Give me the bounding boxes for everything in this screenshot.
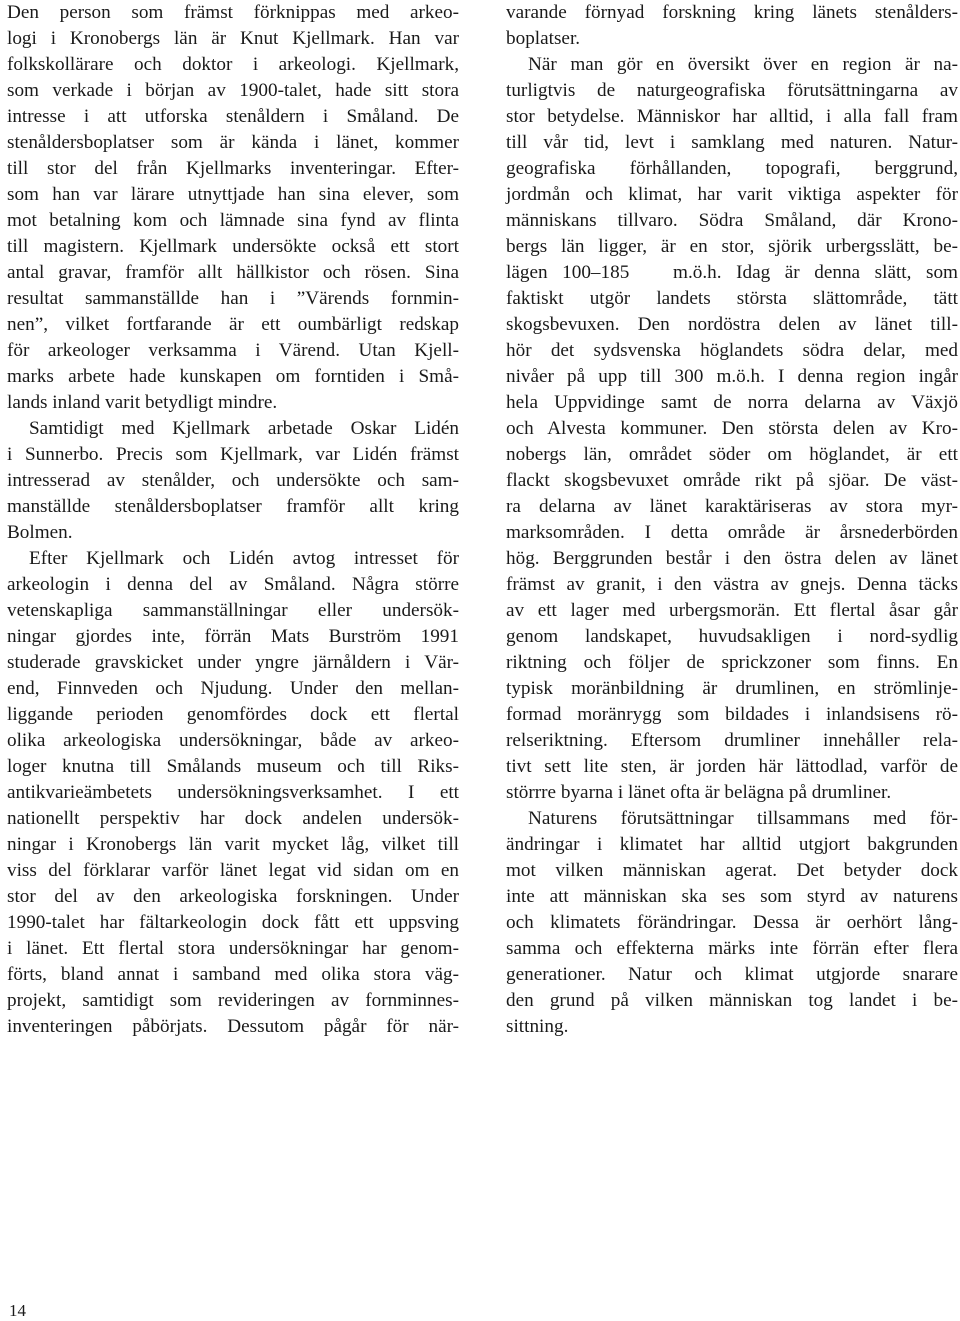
text-line: samma och effekterna märks inte förrän efter flera xyxy=(506,938,958,959)
text-line: inte att människan ska ses som styrd av naturens xyxy=(506,886,958,907)
text-line: som han var lärare utnyttjade han sina elever, som xyxy=(7,184,459,205)
text-line: nationellt perspektiv har dock andelen undersök- xyxy=(7,808,459,829)
text-line: genom landskapet, huvudsakligen i nord-sydlig xyxy=(506,626,958,647)
text-line: som verkade i början av 1900-talet, hade sitt stora xyxy=(7,80,459,101)
text-line: sittning. xyxy=(506,1016,569,1037)
text-line: viss del förklarar varför länet legat vid sidan om en xyxy=(7,860,459,881)
text-line: flackt skogsbevuxet område rikt på sjöar. De väst- xyxy=(506,470,958,491)
text-line: faktiskt utgör landets största slättområde, tätt xyxy=(506,288,958,309)
text-line: geografiska förhållanden, topografi, berggrund, xyxy=(506,158,958,179)
text-line: hela Uppvidinge samt de norra delarna av Växjö xyxy=(506,392,958,413)
text-line: nen”, vilket fortfarande är ett oumbärligt redskap xyxy=(7,314,459,335)
text-line: formad moränrygg som bildades i inlandsisens rö- xyxy=(506,704,958,725)
text-line: till stor del från Kjellmarks inventeringar. Efter- xyxy=(7,158,459,179)
text-line: störrre byarna i länet ofta är belägna på drumliner. xyxy=(506,782,892,803)
text-line: arkeologin i denna del av Småland. Några större xyxy=(7,574,459,595)
text-line: hög. Berggrunden består i den östra delen av länet xyxy=(506,548,958,569)
text-line: skogsbevuxen. Den nordöstra delen av länet till- xyxy=(506,314,958,335)
text-line: ändringar i klimatet har alltid utgjort bakgrunden xyxy=(506,834,958,855)
text-line: för arkeologer verksamma i Värend. Utan Kjell- xyxy=(7,340,459,361)
text-line: 1990-talet har fältarkeologin dock fått ett uppsving xyxy=(7,912,459,933)
text-line: nivåer på upp till 300 m.ö.h. I denna region ingår xyxy=(506,366,958,387)
text-line: Den person som främst förknippas med arkeo- xyxy=(7,2,459,23)
text-line: boplatser. xyxy=(506,28,581,49)
text-line: typisk moränbildning är drumlinen, en strömlinje- xyxy=(506,678,958,699)
text-line: olika arkeologiska undersökningar, både av arkeo- xyxy=(7,730,459,751)
text-line: resultat sammanställde han i ”Värends fornmin- xyxy=(7,288,459,309)
text-line: projekt, samtidigt som revideringen av fornminnes- xyxy=(7,990,459,1011)
text-line: När man gör en översikt över en region är na- xyxy=(528,54,958,75)
text-line: intresse i att utforska stenåldern i Småland. De xyxy=(7,106,459,127)
text-line: av ett lager med urbergsmorän. Ett flertal åsar går xyxy=(506,600,958,621)
text-line: lands inland varit betydligt mindre. xyxy=(7,392,278,413)
text-line: tivt sett lite sten, är jorden här lättodlad, varför de xyxy=(506,756,958,777)
text-line: förts, bland annat i samband med olika stora väg- xyxy=(7,964,459,985)
text-line: marksområden. I detta område är årsnederbörden xyxy=(506,522,958,543)
text-line: lägen 100–185 m.ö.h. Idag är denna slätt, som xyxy=(506,262,958,283)
text-line: den grund på vilken människan tog landet i be- xyxy=(506,990,958,1011)
text-line: i Sunnerbo. Precis som Kjellmark, var Lidén främst xyxy=(7,444,459,465)
text-line: stor del av den arkeologiska forskningen. Under xyxy=(7,886,459,907)
text-line: liggande perioden genomfördes dock ett flertal xyxy=(7,704,459,725)
text-line: människans tillvaro. Södra Småland, där Krono- xyxy=(506,210,958,231)
text-line: antal gravar, framför allt hällkistor och rösen. Sina xyxy=(7,262,459,283)
text-line: jordmån och klimat, har varit viktiga aspekter för xyxy=(506,184,958,205)
text-line: ningar i Kronobergs län varit mycket låg, vilket till xyxy=(7,834,459,855)
text-line: inventeringen påbörjats. Dessutom pågår för när- xyxy=(7,1016,459,1037)
text-line: riktning och följer de sprickzoner som finns. En xyxy=(506,652,958,673)
text-line: turligtvis de naturgeografiska förutsättningarna av xyxy=(506,80,958,101)
text-line: ningar gjordes inte, förrän Mats Burström 1991 xyxy=(7,626,459,647)
left-text-column xyxy=(7,0,459,1040)
text-line: relseriktning. Eftersom drumliner innehåller rela- xyxy=(506,730,958,751)
text-line: antikvarieämbetets undersökningsverksamhet. I ett xyxy=(7,782,459,803)
text-line: ra delarna av länet karaktäriseras av stora myr- xyxy=(506,496,958,517)
text-line: manställde stenåldersboplatser framför allt kring xyxy=(7,496,459,517)
text-line: och klimatets förändringar. Dessa är oerhört lång- xyxy=(506,912,958,933)
text-line: Bolmen. xyxy=(7,522,73,543)
page-number: 14 xyxy=(9,1301,26,1320)
text-line: Samtidigt med Kjellmark arbetade Oskar Lidén xyxy=(29,418,459,439)
text-line: logi i Kronobergs län är Knut Kjellmark. Han var xyxy=(7,28,459,49)
right-text-column xyxy=(506,0,958,1040)
text-line: stor betydelse. Människor har alltid, i alla fall fram xyxy=(506,106,958,127)
text-line: marks arbete hade kunskapen om forntiden i Små- xyxy=(7,366,459,387)
text-line: till magistern. Kjellmark undersökte också ett stort xyxy=(7,236,459,257)
text-line: främst av granit, i den västra av gnejs. Denna täcks xyxy=(506,574,958,595)
text-line: mot betalning kom och lämnade sina fynd av flinta xyxy=(7,210,459,231)
text-line: nobergs län, området söder om höglandet, är ett xyxy=(506,444,958,465)
text-line: Efter Kjellmark och Lidén avtog intresset för xyxy=(29,548,459,569)
text-line: varande förnyad forskning kring länets stenålders- xyxy=(506,2,958,23)
text-line: till vår tid, levt i samklang med naturen. Natur- xyxy=(506,132,958,153)
text-line: Naturens förutsättningar tillsammans med för- xyxy=(528,808,958,829)
text-line: intresserad av stenålder, och undersökte och sam- xyxy=(7,470,459,491)
text-line: mot vilken människan agerat. Det betyder dock xyxy=(506,860,958,881)
text-line: stenåldersboplatser som är kända i länet, kommer xyxy=(7,132,459,153)
text-line: loger knutna till Smålands museum och till Riks- xyxy=(7,756,459,777)
text-line: hör det sydsvenska höglandets södra delar, med xyxy=(506,340,958,361)
text-line: studerade gravskicket under yngre järnåldern i Vär- xyxy=(7,652,459,673)
text-line: i länet. Ett flertal stora undersökningar har genom- xyxy=(7,938,459,959)
text-line: bergs län ligger, är en stor, sjörik urbergsslätt, be- xyxy=(506,236,958,257)
text-line: generationer. Natur och klimat utgjorde snarare xyxy=(506,964,958,985)
text-line: och Alvesta kommuner. Den största delen av Kro- xyxy=(506,418,958,439)
text-line: end, Finnveden och Njudung. Under den mellan- xyxy=(7,678,459,699)
text-line: folkskollärare och doktor i arkeologi. Kjellmark, xyxy=(7,54,459,75)
text-line: vetenskapliga sammanställningar eller undersök- xyxy=(7,600,459,621)
